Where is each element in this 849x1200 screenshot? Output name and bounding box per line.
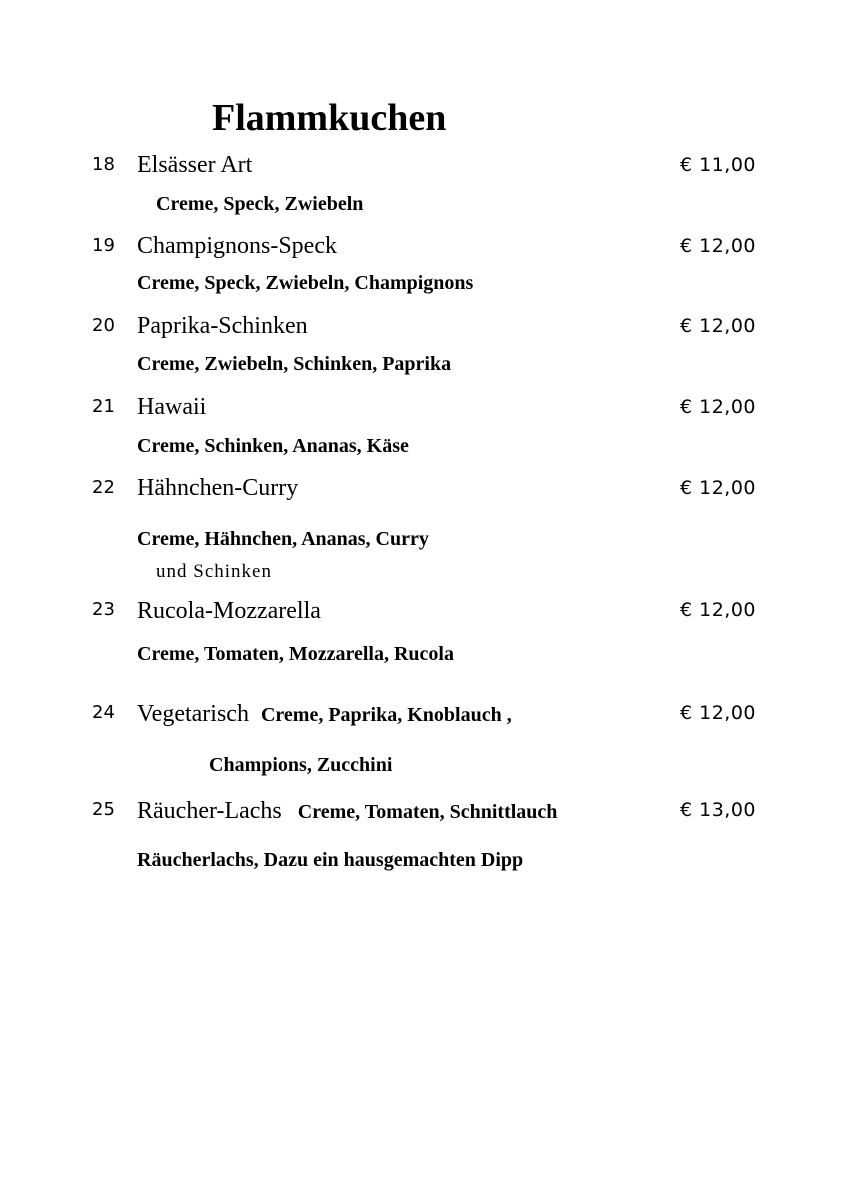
item-price: € 12,00 [680,599,757,621]
item-name: Hähnchen-Curry [137,475,299,501]
item-number: 18 [92,154,115,175]
item-number: 21 [92,396,115,417]
item-description: Creme, Hähnchen, Ananas, Curry [137,528,429,550]
item-description: Creme, Schinken, Ananas, Käse [137,435,409,457]
item-name: Rucola-Mozzarella [137,598,321,624]
item-number: 24 [92,702,115,723]
item-price: € 12,00 [680,702,757,724]
item-price: € 13,00 [680,799,757,821]
item-price: € 12,00 [680,235,757,257]
item-inline-description: Creme, Tomaten, Schnittlauch [297,801,558,823]
item-number: 22 [92,477,115,498]
item-description: Creme, Tomaten, Mozzarella, Rucola [137,643,454,665]
item-name: Elsässer Art [137,152,253,178]
item-number: 19 [92,235,115,256]
item-description: Champions, Zucchini [209,754,393,776]
item-number: 20 [92,315,115,336]
item-description-continued: und Schinken [156,561,272,582]
item-price: € 11,00 [680,154,757,176]
item-number: 23 [92,599,115,620]
item-description: Creme, Speck, Zwiebeln, Champignons [137,272,474,294]
item-name: Vegetarisch [137,701,249,727]
item-name: Räucher-Lachs [137,798,282,824]
item-name-line [137,699,512,730]
item-name: Paprika-Schinken [137,313,308,339]
page-title: Flammkuchen [212,97,447,139]
item-name: Hawaii [137,394,207,420]
item-description: Creme, Speck, Zwiebeln [156,193,364,215]
item-name: Champignons-Speck [137,233,337,259]
item-price: € 12,00 [680,315,757,337]
item-description: Creme, Zwiebeln, Schinken, Paprika [137,353,452,375]
item-description: Räucherlachs, Dazu ein hausgemachten Dipp [137,849,524,871]
item-price: € 12,00 [680,477,757,499]
item-price: € 12,00 [680,396,757,418]
item-inline-description: Creme, Paprika, Knoblauch , [260,704,512,726]
item-number: 25 [92,799,115,820]
item-name-line [137,796,557,827]
